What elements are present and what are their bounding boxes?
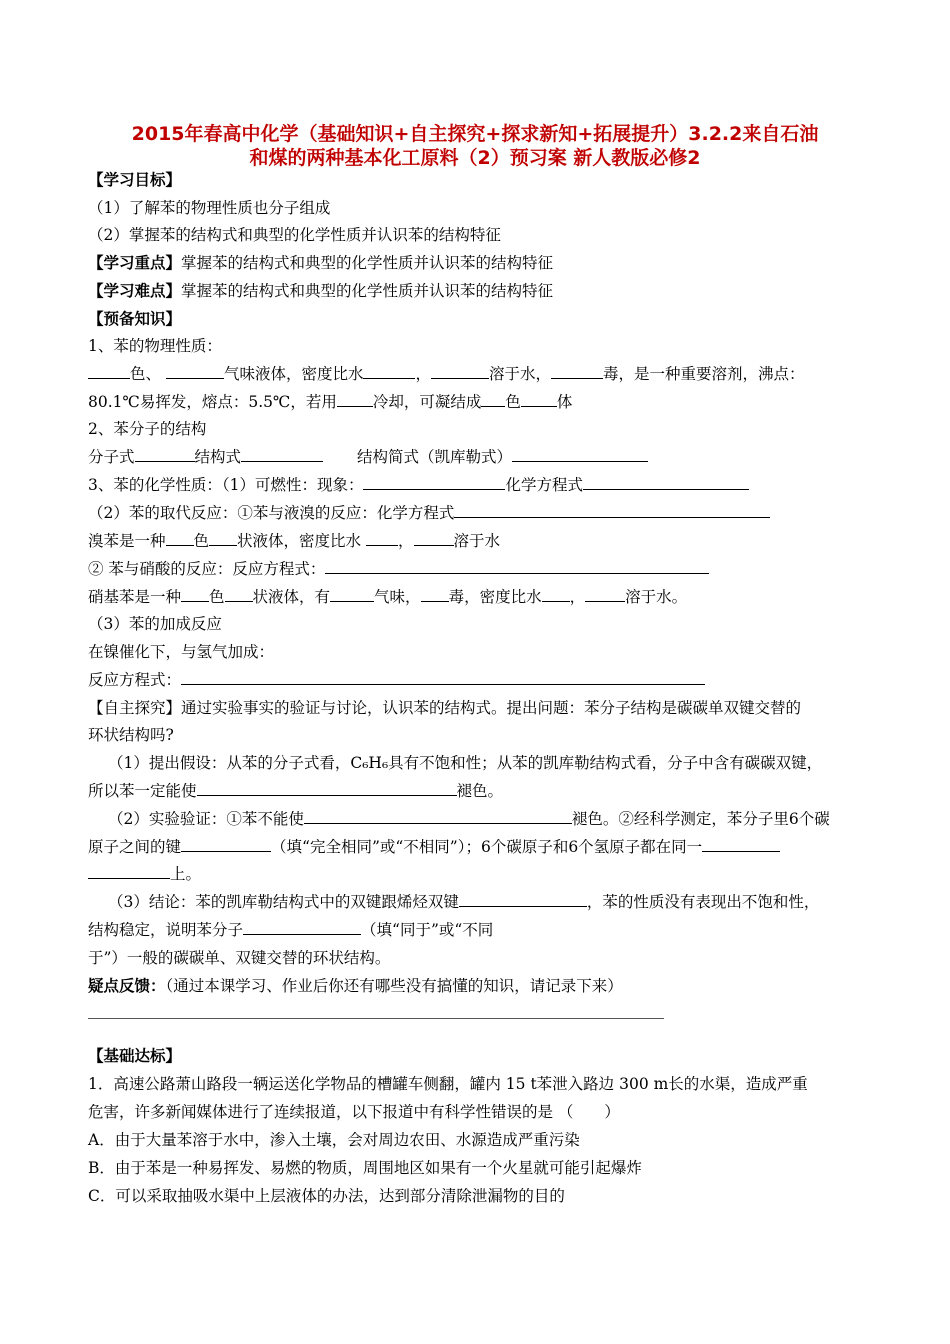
text-span: 褪色。 [456, 782, 504, 800]
combustion-line [88, 475, 749, 495]
addition-condition: 在镍催化下，与氢气加成： [88, 643, 275, 661]
text-span: （2）苯的取代反应：①苯与液溴的反应：化学方程式 [88, 504, 455, 522]
blank-field[interactable] [304, 809, 572, 824]
text-span: ， [569, 588, 586, 606]
text-span: 溶于水。 [625, 588, 688, 606]
blank-field[interactable] [166, 531, 194, 546]
text-span: （填“完全相同”或“不相同”）；6个碳原子和6个氢原子都在同一 [271, 838, 703, 856]
hypothesis-line-2 [88, 781, 503, 801]
blank-field[interactable] [209, 531, 237, 546]
text-span: 色、 [130, 365, 162, 383]
blank-field[interactable] [551, 364, 603, 379]
question-1-line-2: 危害，许多新闻媒体进行了连续报道，以下报道中有科学性错误的是 （ ） [88, 1103, 620, 1121]
blank-field[interactable] [88, 864, 170, 879]
text-span: 化学方程式 [505, 476, 583, 494]
blank-field[interactable] [337, 392, 373, 407]
explore-intro-2: 环状结构吗? [88, 726, 174, 744]
blank-field[interactable] [197, 781, 457, 796]
text-span: 分子式 [88, 448, 135, 466]
text-span: 【自主探究】 [88, 699, 182, 717]
text-span: 状液体，有 [252, 588, 331, 606]
blank-field[interactable] [414, 531, 454, 546]
text-span: 状液体，密度比水 [237, 532, 362, 550]
bromobenzene-line [88, 531, 500, 551]
text-span: 气味， [374, 588, 421, 606]
text-span: 反应方程式： [88, 671, 182, 689]
goals-heading: 【学习目标】 [88, 170, 182, 189]
text-span: 色 [209, 588, 225, 606]
blank-field[interactable] [583, 475, 749, 490]
blank-field[interactable] [243, 920, 361, 935]
text-span: ② 苯与硝酸的反应：反应方程式： [88, 560, 326, 578]
document-title-line-2: 和煤的两种基本化工原料（2）预习案 新人教版必修2 [249, 147, 701, 169]
feedback-rule [88, 1018, 664, 1019]
text-span: 硝基苯是一种 [88, 588, 182, 606]
option-a: A．由于大量苯溶于水中，渗入土壤，会对周边农田、水源造成严重污染 [88, 1131, 580, 1149]
blank-field[interactable] [431, 364, 489, 379]
blank-field[interactable] [88, 364, 130, 379]
text-span: 褪色。②经科学测定，苯分子里6个碳 [571, 810, 830, 828]
blank-field[interactable] [325, 559, 709, 574]
key-point-label: 【学习重点】 [88, 253, 182, 272]
text-span: ， [397, 532, 414, 550]
conclusion-line-2 [88, 920, 493, 940]
text-span: 结构稳定，说明苯分子 [88, 921, 244, 939]
option-c: C．可以采取抽吸水渠中上层液体的办法，达到部分清除泄漏物的目的 [88, 1187, 565, 1205]
text-span: 气味液体，密度比水 [223, 365, 364, 383]
text-span: （2）实验验证：①苯不能使 [108, 810, 304, 828]
text-span: 原子之间的键 [88, 838, 182, 856]
blank-field[interactable] [459, 892, 587, 907]
blank-field[interactable] [363, 475, 505, 490]
difficulty-text: 掌握苯的结构式和典型的化学性质并认识苯的结构特征 [181, 282, 554, 300]
physical-props-line-2 [88, 392, 572, 412]
text-span: 疑点反馈： [88, 976, 166, 995]
blank-field[interactable] [166, 364, 224, 379]
text-span: 溶于水， [488, 365, 551, 383]
structure-line [88, 447, 648, 467]
text-span: 冷却，可凝结成 [372, 393, 482, 411]
blank-field[interactable] [512, 447, 648, 462]
addition-equation [88, 670, 705, 690]
document-title-line-1: 2015年春高中化学（基础知识+自主探究+探求新知+拓展提升）3.2.2来自石油 [131, 123, 819, 145]
verify-line-2 [88, 837, 780, 857]
blank-field[interactable] [421, 587, 449, 602]
blank-field[interactable] [542, 587, 570, 602]
text-span: 3、苯的化学性质：（1）可燃性：现象： [88, 476, 364, 494]
difficulty-label: 【学习难点】 [88, 281, 182, 300]
verify-line-3 [88, 864, 201, 884]
difficulty [88, 281, 553, 301]
explore-intro-1 [88, 698, 801, 718]
text-span: 所以苯一定能使 [88, 782, 197, 800]
key-point [88, 253, 553, 273]
text-span: 色 [193, 532, 210, 550]
text-span: 溴苯是一种 [88, 532, 166, 550]
text-span: 结构简式（凯库勒式） [357, 448, 513, 466]
text-span: （通过本课学习、作业后你还有哪些没有搞懂的知识，请记录下来） [165, 977, 623, 995]
blank-field[interactable] [521, 392, 557, 407]
text-span: 结构式 [194, 448, 242, 466]
addition-title: （3）苯的加成反应 [88, 615, 222, 633]
blank-field[interactable] [181, 670, 705, 685]
conclusion-line-3: 于”）一般的碳碳单、双键交替的环状结构。 [88, 949, 391, 967]
feedback-line [88, 976, 623, 996]
blank-field[interactable] [585, 587, 625, 602]
text-span: 体 [556, 393, 573, 411]
blank-field[interactable] [181, 587, 209, 602]
blank-field[interactable] [363, 364, 415, 379]
text-span: ， [415, 365, 431, 383]
blank-field[interactable] [330, 587, 374, 602]
blank-field[interactable] [454, 503, 770, 518]
text-span: 上。 [170, 865, 202, 883]
physical-props-title: 1、苯的物理性质： [88, 337, 222, 355]
structure-title: 2、苯分子的结构 [88, 420, 207, 438]
verify-line-1 [108, 809, 830, 829]
text-span: 80.1℃易挥发，熔点：5.5℃，若用 [88, 393, 337, 411]
blank-field[interactable] [702, 837, 780, 852]
blank-field[interactable] [225, 587, 253, 602]
goal-item-2: （2）掌握苯的结构式和典型的化学性质并认识苯的结构特征 [88, 226, 501, 244]
nitrobenzene-line [88, 587, 687, 607]
key-point-text: 掌握苯的结构式和典型的化学性质并认识苯的结构特征 [181, 254, 554, 272]
text-span: （填“同于”或“不同 [361, 921, 494, 939]
goal-item-1: （1）了解苯的物理性质也分子组成 [88, 199, 331, 217]
text-span: ，苯的性质没有表现出不饱和性， [586, 893, 820, 911]
blank-field[interactable] [241, 447, 323, 462]
blank-field[interactable] [481, 392, 505, 407]
blank-field[interactable] [135, 447, 195, 462]
question-1-line-1: 1．高速公路萧山路段一辆运送化学物品的槽罐车侧翻，罐内 15 t苯泄入路边 300 m长的水渠，造成严重 [88, 1075, 808, 1093]
blank-field[interactable] [366, 531, 398, 546]
physical-props-line-1 [88, 364, 805, 384]
prep-heading: 【预备知识】 [88, 309, 182, 328]
text-span: 毒，是一种重要溶剂，沸点： [603, 365, 805, 383]
basic-heading: 【基础达标】 [88, 1046, 182, 1065]
text-span: 通过实验事实的验证与讨论，认识苯的结构式。提出问题：苯分子结构是碳碳单双键交替的 [181, 699, 802, 717]
text-span: 毒，密度比水 [448, 588, 542, 606]
option-b: B．由于苯是一种易挥发、易燃的物质，周围地区如果有一个火星就可能引起爆炸 [88, 1159, 642, 1177]
text-span: 色 [505, 393, 521, 411]
text-span: （3）结论：苯的凯库勒结构式中的双键跟烯烃双键 [108, 893, 459, 911]
blank-field[interactable] [181, 837, 271, 852]
nitration-line [88, 559, 709, 579]
text-span: 溶于水 [453, 532, 501, 550]
substitution-line [88, 503, 770, 523]
conclusion-line-1 [108, 892, 819, 912]
hypothesis-line-1: （1）提出假设：从苯的分子式看，C₆H₆具有不饱和性；从苯的凯库勒结构式看，分子中含有碳碳双键， [108, 754, 823, 772]
